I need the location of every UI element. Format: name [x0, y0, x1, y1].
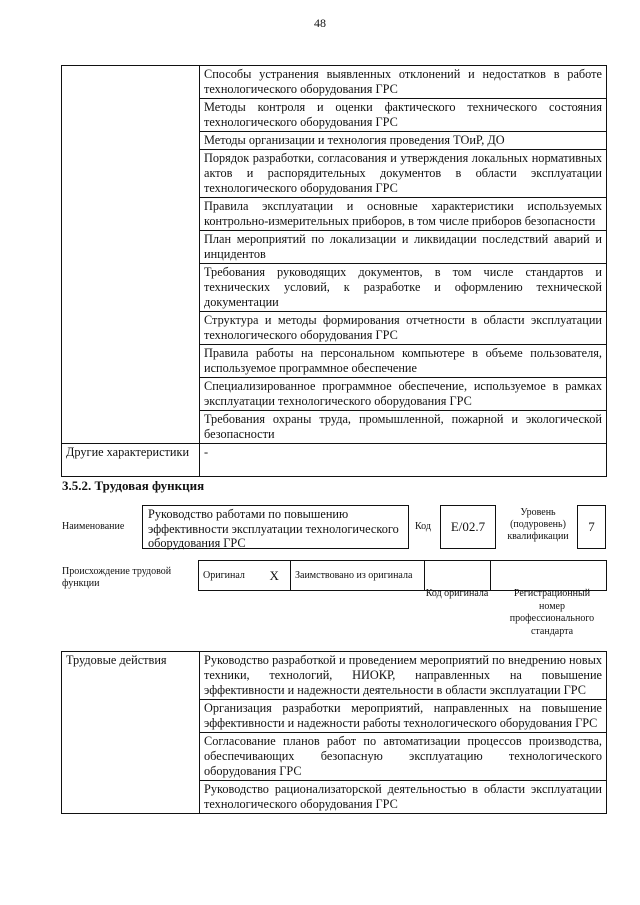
reg-number-cell — [491, 561, 607, 591]
knowledge-item: Специализированное программное обеспечение, используемое в рамках эксплуатации технологического оборудования ГРС — [200, 378, 607, 411]
code-original-cell — [425, 561, 491, 591]
knowledge-item: Правила эксплуатации и основные характеристики используемых контрольно-измерительных приборов, в том числе приборов безопасности — [200, 198, 607, 231]
table-row — [62, 444, 607, 477]
original-mark: X — [259, 561, 291, 591]
other-characteristics-value: - — [200, 444, 607, 477]
borrowed-label: Заимствовано из оригинала — [291, 561, 425, 591]
level-label: Уровень (подуровень) квалификации — [507, 507, 569, 542]
reg-number-caption: Регистрационный номер профессионального стандарта — [509, 588, 595, 637]
knowledge-item: Порядок разработки, согласования и утверждения локальных нормативных актов и распорядительных документов в области эксплуатации технологического оборудования ГРС — [200, 150, 607, 198]
labor-action-item: Организация разработки мероприятий, направленных на повышение эффективности и надежности работы технологического оборудования ГРС — [200, 700, 607, 733]
labor-action-item: Согласование планов работ по автоматизации процессов производства, обеспечивающих безопасную эксплуатацию технологического оборудования ГРС — [200, 733, 607, 781]
original-label: Оригинал — [199, 561, 259, 591]
code-value: E/02.7 — [450, 519, 486, 534]
code-label: Код — [415, 521, 431, 532]
table-row — [62, 652, 607, 700]
function-name-value: Руководство работами по повышению эффективности эксплуатации технологического оборудования ГРС — [148, 507, 399, 550]
level-value: 7 — [588, 519, 595, 534]
level-box — [577, 505, 606, 549]
knowledge-item: Правила работы на персональном компьютере в объеме пользователя, используемое программное обеспечение — [200, 345, 607, 378]
knowledge-item: Структура и методы формирования отчетности в области эксплуатации технологического оборудования ГРС — [200, 312, 607, 345]
knowledge-item: Методы контроля и оценки фактического технического состояния технологического оборудования ГРС — [200, 99, 607, 132]
name-label: Наименование — [62, 521, 125, 532]
labor-action-item: Руководство разработкой и проведением мероприятий по внедрению новых техники, технологий, НИОКР, направленных на повышение эффективности и надежности деятельности в области эксплуатации ГРС — [200, 652, 607, 700]
other-characteristics-label: Другие характеристики — [62, 444, 200, 477]
knowledge-table — [61, 65, 607, 477]
code-original-caption: Код оригинала — [425, 588, 489, 599]
function-name-box — [142, 505, 409, 549]
knowledge-item: Требования руководящих документов, в том числе стандартов и технических условий, к разработке и оформлению технической документации — [200, 264, 607, 312]
knowledge-item: Способы устранения выявленных отклонений и недостатков в работе технологического оборудования ГРС — [200, 66, 607, 99]
labor-action-item: Руководство рационализаторской деятельностью в области эксплуатации технологического оборудования ГРС — [200, 781, 607, 814]
knowledge-item: Требования охраны труда, промышленной, пожарной и экологической безопасности — [200, 411, 607, 444]
labor-actions-label: Трудовые действия — [62, 652, 200, 814]
code-box — [440, 505, 496, 549]
knowledge-item: Методы организации и технология проведения ТОиР, ДО — [200, 132, 607, 150]
table-label-cell-empty — [62, 66, 200, 444]
table-row — [199, 561, 607, 591]
labor-actions-table — [61, 651, 607, 814]
origin-table — [198, 560, 607, 591]
page-number: 48 — [314, 16, 326, 30]
origin-label: Происхождение трудовой функции — [62, 566, 172, 589]
table-row — [62, 66, 607, 99]
section-title: 3.5.2. Трудовая функция — [62, 478, 205, 493]
knowledge-item: План мероприятий по локализации и ликвидации последствий аварий и инцидентов — [200, 231, 607, 264]
